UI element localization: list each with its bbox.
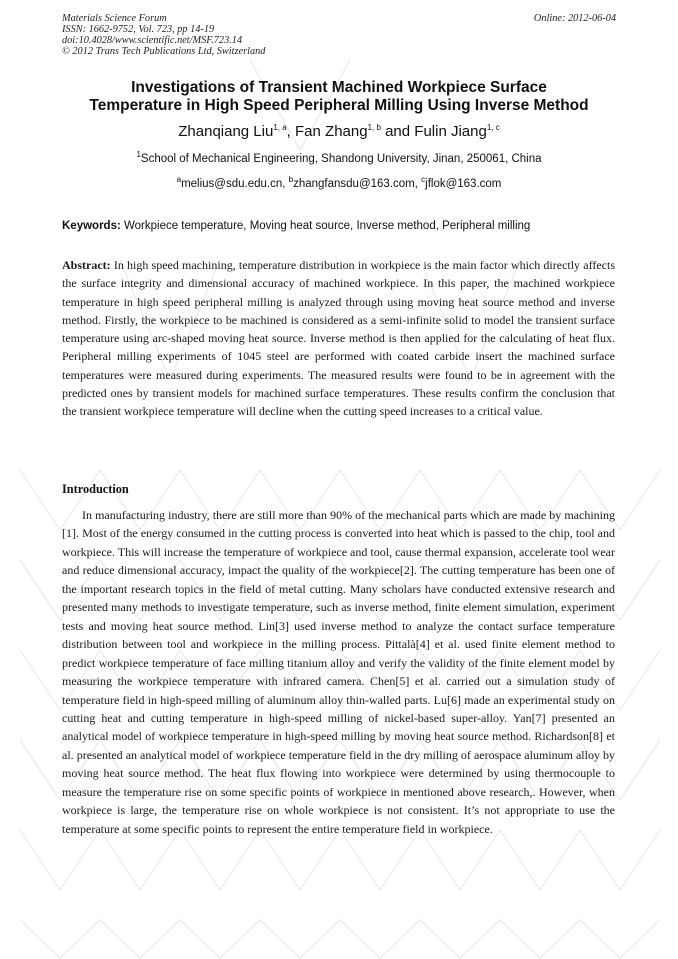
author-name: Fan Zhang [295, 123, 368, 140]
author-affiliation-mark: 1, c [486, 123, 500, 132]
affiliation-text: School of Mechanical Engineering, Shandong University, Jinan, 250061, China [140, 153, 542, 165]
email-link[interactable]: melius@sdu.edu.cn [181, 178, 283, 190]
paper-title [50, 79, 628, 115]
author-affiliation-mark: 1, b [367, 123, 381, 132]
journal-header [62, 13, 422, 57]
journal-name: Materials Science Forum [62, 13, 167, 24]
abstract-label: Abstract: [62, 258, 111, 272]
keywords-text: Workpiece temperature, Moving heat source, Inverse method, Peripheral milling [120, 220, 531, 232]
email-mark: c [421, 175, 426, 185]
author-emails [60, 176, 618, 192]
online-date: Online: 2012-06-04 [533, 13, 616, 24]
section-heading-introduction: Introduction [62, 482, 129, 496]
title-line-2: Temperature in High Speed Peripheral Milling Using Inverse Method [89, 97, 589, 114]
author-separator: and [380, 123, 415, 140]
author-name: Zhanqiang Liu [178, 123, 274, 140]
doi-line: doi:10.4028/www.scientific.net/MSF.723.14 [62, 35, 243, 46]
email-link[interactable]: jflok@163.com [425, 178, 502, 190]
abstract-text: In high speed machining, temperature distribution in workpiece is the main factor which directly affects the surface integrity and dimensional accuracy of machined workpiece. In this paper, the machined workpiece temperature in high speed peripheral milling is analyzed through using moving heat source method and inverse method. Firstly, the workpiece to be machined is considered as a semi-infinite solid to model the transient surface temperature using arc-shaped moving heat source. Inverse method is then applied for the calculating of heat flux. Peripheral milling experiments of 1045 steel are performed with coated carbide insert the machined surface temperatures were measured during experiments. The measured results were found to be in agreement with the predicted ones by transient models for machined surface temperatures. These results confirm the conclusion that the transient workpiece temperature will decline when the cutting speed increases to a critical value. [62, 258, 615, 419]
keywords-label: Keywords: [62, 220, 121, 232]
email-separator: , [282, 178, 289, 190]
email-mark: b [288, 175, 294, 185]
author-separator: , [286, 123, 296, 140]
author-name: Fulin Jiang [414, 123, 487, 140]
issn-line: ISSN: 1662-9752, Vol. 723, pp 14-19 [62, 24, 215, 35]
keywords [62, 218, 622, 234]
email-mark: a [176, 175, 182, 185]
copyright-line: © 2012 Trans Tech Publications Ltd, Switzerland [62, 46, 266, 57]
introduction-paragraph: In manufacturing industry, there are still more than 90% of the mechanical parts which are made by machining [1]. Most of the energy consumed in the cutting process is converted into heat which is passed to the chip, tool and workpiece. This will increase the temperature of workpiece and tool, cause thermal expansion, accelerate tool wear and reduce dimensional accuracy, impact the quality of the workpiece[2]. The cutting temperature has been one of the important research topics in the field of metal cutting. Many scholars have conducted extensive research and presented many methods to investigate temperature, such as inverse method, finite element simulation, experiment tests and moving heat source method. Lin[3] used inverse method to analyze the contact surface temperature distribution between tool and workpiece in the milling process. Pittalà[4] et al. used finite element method to predict workpiece temperature of face milling titanium alloy and verify the validity of the finite element model by measuring the workpiece temperature with infrared camera. Chen[5] et al. carried out a simulation study of temperature field in high-speed milling of aluminum alloy thin-walled parts. Lu[6] made an experimental study on cutting heat and cutting temperature in high-speed milling of nickel-based super-alloy. Yan[7] presented an analytical model of workpiece temperature in high-speed milling by moving heat source method. Richardson[8] et al. presented an analytical model of workpiece temperature field in the dry milling of aerospace aluminum alloy by moving heat source method. The heat flux flowing into workpiece were determined by using thermocouple to measure the temperature rise on some specific points of workpiece in mentioned above research,. However, when workpiece is large, the temperature rise on whole workpiece is not consistent. It’s not appropriate to use the temperature at some specific points to represent the entire temperature field in workpiece. [62, 508, 615, 836]
author-list [60, 122, 618, 142]
affiliation [60, 151, 618, 167]
title-line-1: Investigations of Transient Machined Workpiece Surface [131, 79, 547, 96]
author-affiliation-mark: 1, a [273, 123, 287, 132]
email-separator: , [414, 178, 422, 190]
email-link[interactable]: zhangfansdu@163.com [293, 178, 415, 190]
abstract [62, 256, 615, 421]
affiliation-mark: 1 [136, 150, 141, 160]
